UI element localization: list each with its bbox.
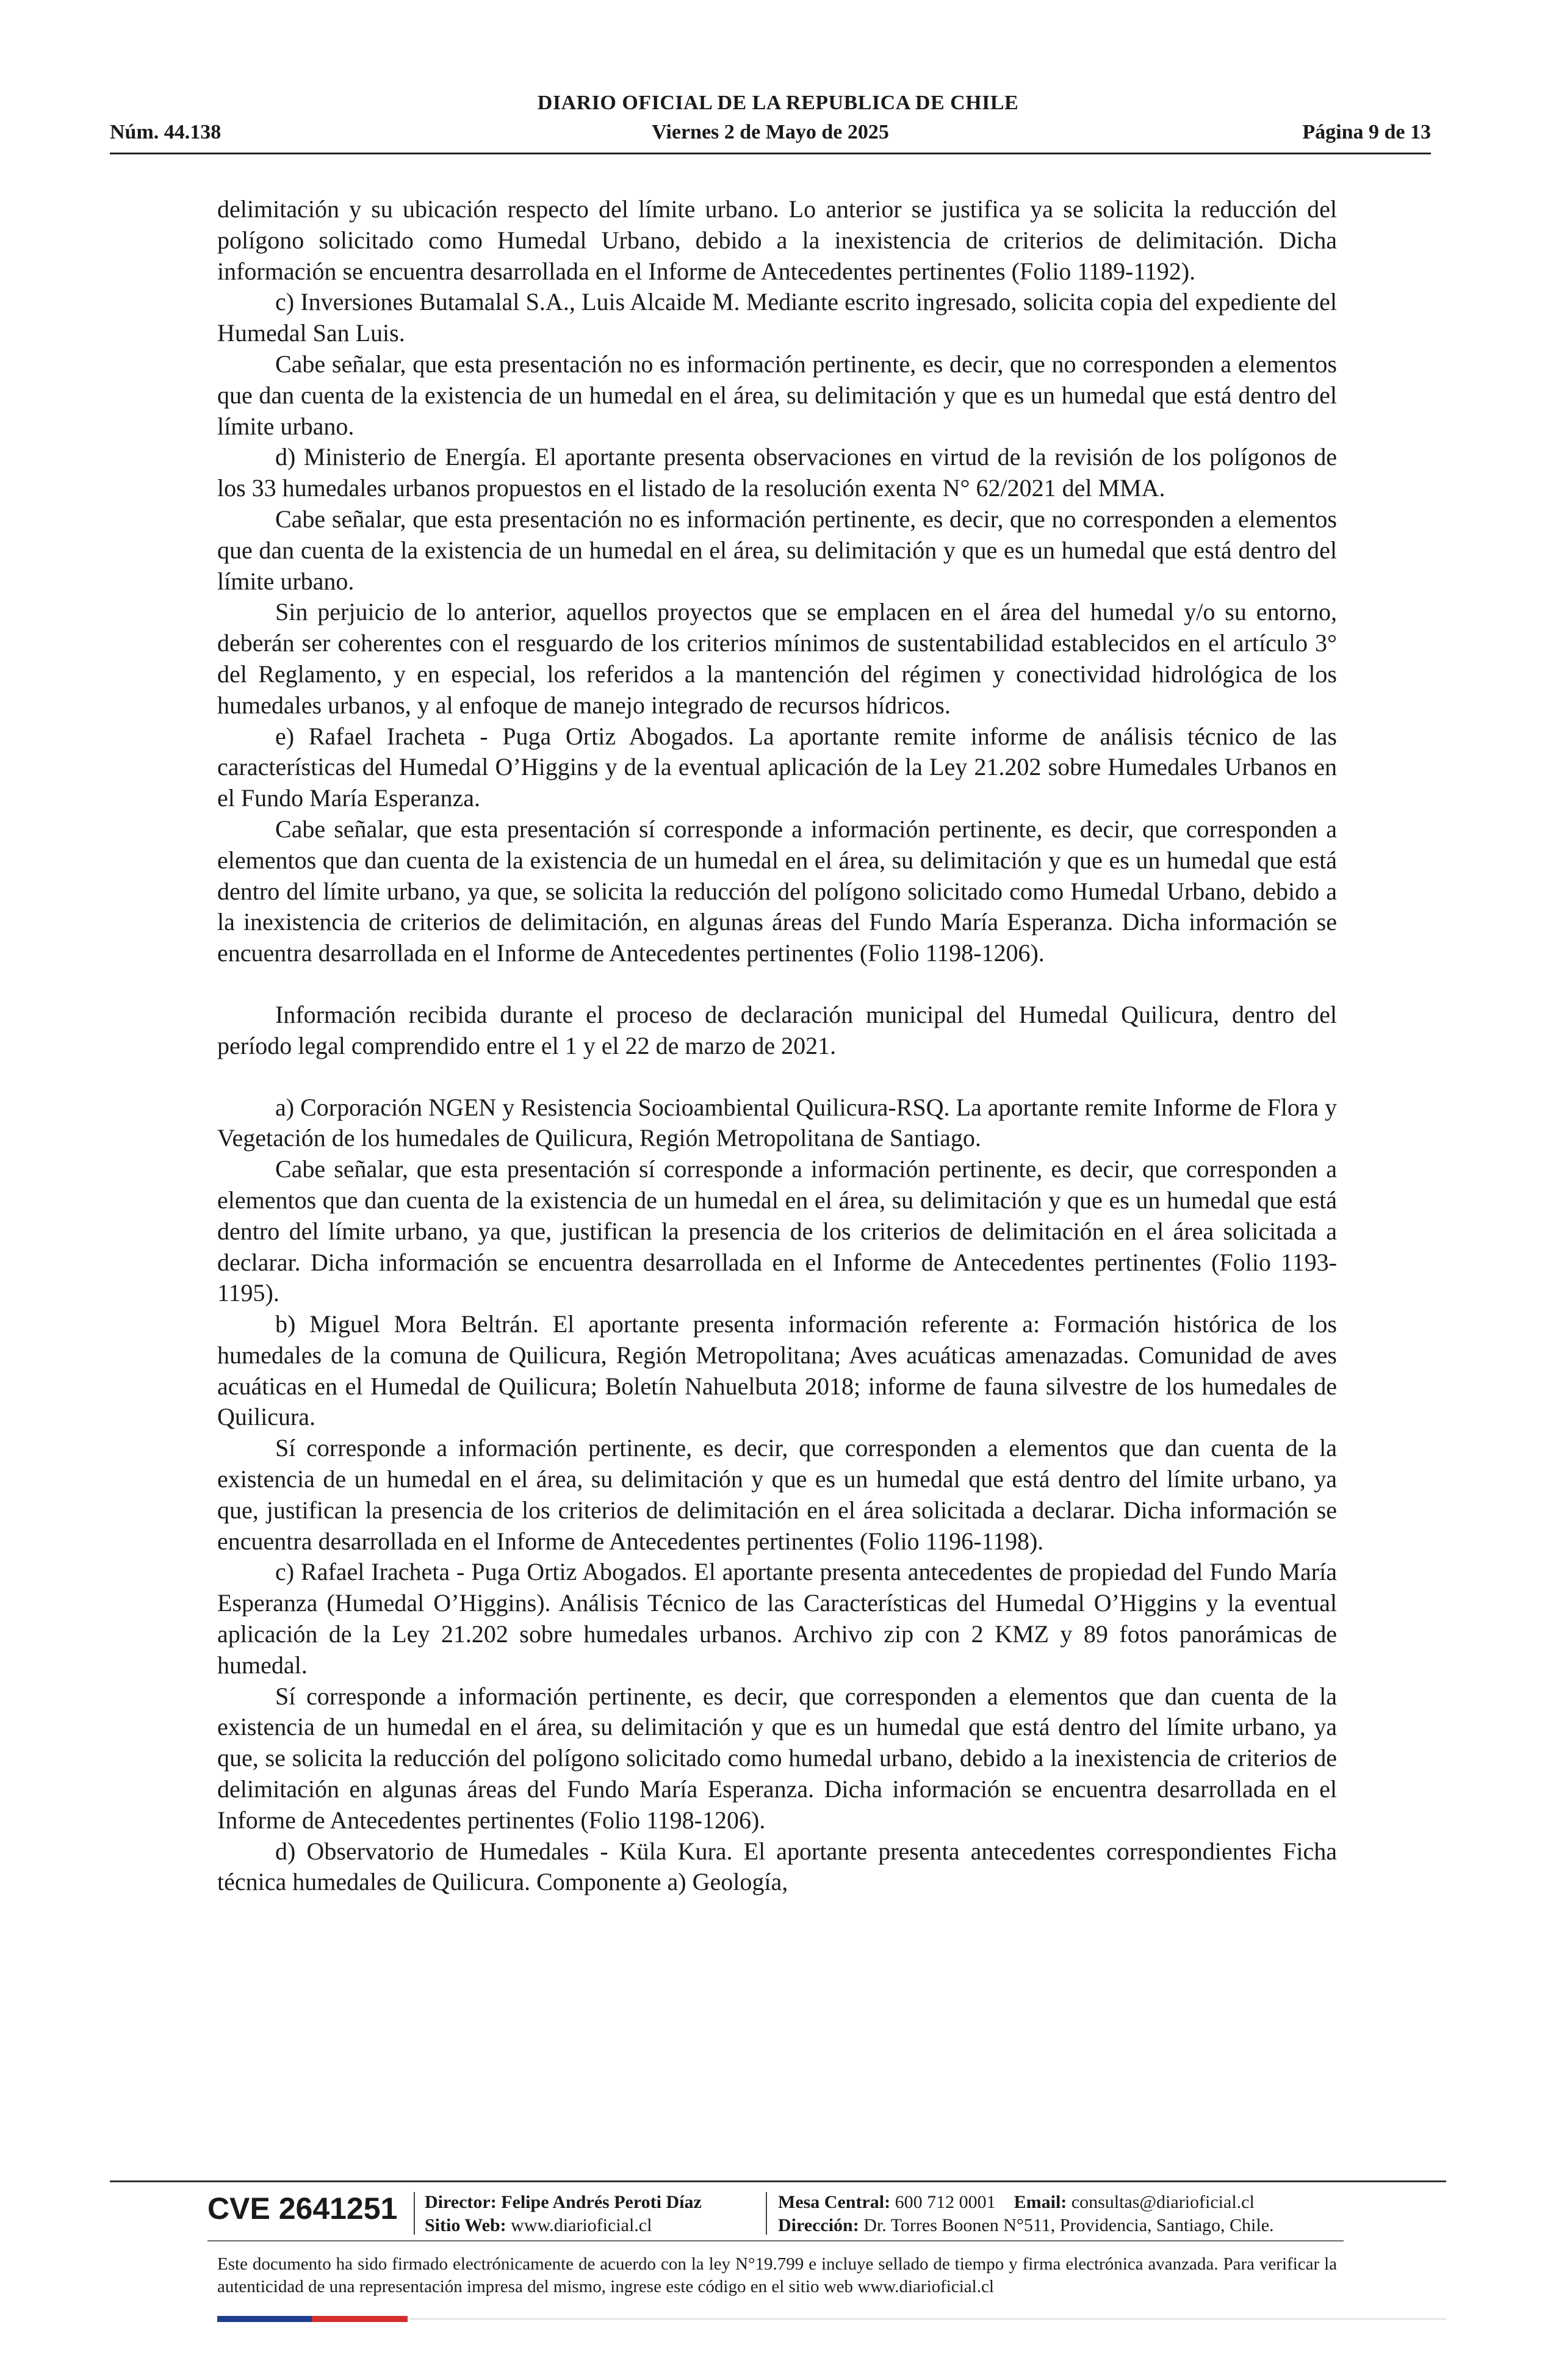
- paragraph: Sí corresponde a información pertinente, es decir, que corresponden a elementos que dan cuenta de la existencia de un humedal en el área, su delimitación y que es un humedal que está dentro del límite urbano, ya que, se solicita la reducción del polígono solicitado como humedal urbano, debido a la inexistencia de criterios de delimitación en algunas áreas del Fundo María Esperanza. Dicha información se encuentra desarrollada en el Informe de Antecedentes pertinentes (Folio 1198-1206).: [217, 1682, 1337, 1834]
- cve-code: CVE 2641251: [207, 2191, 398, 2226]
- section-intro: Información recibida durante el proceso de declaración municipal del Humedal Quilicura, dentro del período legal comprendido entre el 1 y el 22 de marzo de 2021.: [217, 1000, 1337, 1059]
- issue-number: Núm. 44.138: [110, 121, 222, 143]
- paragraph: d) Ministerio de Energía. El aportante presenta observaciones en virtud de la revisión de los polígonos de los 33 humedales urbanos propuestos en el listado de la resolución exenta N° 62/2021 del MMA.: [217, 443, 1337, 502]
- footer-separator: [766, 2192, 767, 2235]
- footer-divider: [110, 2180, 1446, 2182]
- paragraph: Sin perjuicio de lo anterior, aquellos proyectos que se emplacen en el área del humedal y/o su entorno, deberán ser coherentes con el resguardo de los criterios mínimos de sustentabilidad establecidos en el artículo 3° del Reglamento, y en especial, los referidos a la mantención del régimen y conectividad hidrológica de los humedales urbanos, y al enfoque de manejo integrado de recursos hídricos.: [217, 598, 1337, 719]
- footer-contact-block: [778, 2191, 1274, 2237]
- address-label: Dirección:: [778, 2215, 859, 2235]
- paragraph: a) Corporación NGEN y Resistencia Socioambiental Quilicura-RSQ. La aportante remite Informe de Flora y Vegetación de los humedales de Quilicura, Región Metropolitana de Santiago.: [217, 1093, 1337, 1152]
- phone-number: 600 712 0001: [895, 2192, 996, 2212]
- email-link[interactable]: consultas@diarioficial.cl: [1071, 2192, 1255, 2212]
- paragraph: d) Observatorio de Humedales - Küla Kura. El aportante presenta antecedentes correspondientes Ficha técnica humedales de Quilicura. Componente a) Geología,: [217, 1837, 1337, 1896]
- header-row: [110, 121, 1431, 149]
- footer-director-block: [425, 2191, 702, 2237]
- paragraph: b) Miguel Mora Beltrán. El aportante presenta información referente a: Formación histórica de los humedales de la comuna de Quilicura, Región Metropolitana; Aves acuáticas amenazadas. Comunidad de aves acuáticas en el Humedal de Quilicura; Boletín Nahuelbuta 2018; informe de fauna silvestre de los humedales de Quilicura.: [217, 1310, 1337, 1431]
- email-label: Email:: [1014, 2192, 1067, 2212]
- paragraph: delimitación y su ubicación respecto del límite urbano. Lo anterior se justifica ya se solicita la reducción del polígono solicitado como Humedal Urbano, debido a la inexistencia de criterios de delimitación. Dicha información se encuentra desarrollada en el Informe de Antecedentes pertinentes (Folio 1189-1192).: [217, 195, 1337, 285]
- flag-stripe-blue: [217, 2316, 312, 2322]
- newspaper-title: DIARIO OFICIAL DE LA REPUBLICA DE CHILE: [537, 92, 1019, 114]
- footer-bottom-line: [409, 2318, 1446, 2320]
- page-number: Página 9 de 13: [1302, 121, 1431, 143]
- paragraph: e) Rafael Iracheta - Puga Ortiz Abogados. La aportante remite informe de análisis técnico de las características del Humedal O’Higgins y de la eventual aplicación de la Ley 21.202 sobre Humedales Urbanos en el Fundo María Esperanza.: [217, 722, 1337, 812]
- paragraph-gap: [217, 1062, 1337, 1092]
- flag-stripe-red: [312, 2316, 408, 2322]
- footer-separator: [414, 2192, 415, 2235]
- issue-date: Viernes 2 de Mayo de 2025: [652, 121, 889, 143]
- paragraph: Cabe señalar, que esta presentación no es información pertinente, es decir, que no corresponden a elementos que dan cuenta de la existencia de un humedal en el área, su delimitación y que es un humedal que está dentro del límite urbano.: [217, 350, 1337, 440]
- mesa-label: Mesa Central:: [778, 2192, 891, 2212]
- paragraph: c) Inversiones Butamalal S.A., Luis Alcaide M. Mediante escrito ingresado, solicita copia del expediente del Humedal San Luis.: [217, 288, 1337, 347]
- director-label: Director:: [425, 2192, 497, 2212]
- address-value: Dr. Torres Boonen N°511, Providencia, Santiago, Chile.: [863, 2215, 1274, 2235]
- director-name: Felipe Andrés Peroti Díaz: [501, 2192, 702, 2212]
- document-body: [217, 194, 1337, 1898]
- paragraph: c) Rafael Iracheta - Puga Ortiz Abogados. El aportante presenta antecedentes de propiedad del Fundo María Esperanza (Humedal O’Higgins). Análisis Técnico de las Características del Humedal O’Higgins y la eventual aplicación de la Ley 21.202 sobre humedales urbanos. Archivo zip con 2 KMZ y 89 fotos panorámicas de humedal.: [217, 1558, 1337, 1679]
- paragraph: Cabe señalar, que esta presentación sí corresponde a información pertinente, es decir, que corresponden a elementos que dan cuenta de la existencia de un humedal en el área, su delimitación y que es un humedal que está dentro del límite urbano, ya que, se solicita la reducción del polígono solicitado como Humedal Urbano, debido a la inexistencia de criterios de delimitación, en algunas áreas del Fundo María Esperanza. Dicha información se encuentra desarrollada en el Informe de Antecedentes pertinentes (Folio 1198-1206).: [217, 815, 1337, 967]
- website-link[interactable]: www.diarioficial.cl: [511, 2215, 652, 2235]
- paragraph-gap: [217, 969, 1337, 1000]
- paragraph: Cabe señalar, que esta presentación no es información pertinente, es decir, que no corresponden a elementos que dan cuenta de la existencia de un humedal en el área, su delimitación y que es un humedal que está dentro del límite urbano.: [217, 505, 1337, 595]
- header-divider: [110, 153, 1431, 154]
- paragraph: Cabe señalar, que esta presentación sí corresponde a información pertinente, es decir, que corresponden a elementos que dan cuenta de la existencia de un humedal en el área, su delimitación y que es un humedal que está dentro del límite urbano, ya que, justifican la presencia de los criterios de delimitación en el área solicitada a declarar. Dicha información se encuentra desarrollada en el Informe de Antecedentes pertinentes (Folio 1193-1195).: [217, 1155, 1337, 1307]
- web-label: Sitio Web:: [425, 2215, 506, 2235]
- footer-divider-secondary: [207, 2240, 1344, 2241]
- paragraph: Sí corresponde a información pertinente, es decir, que corresponden a elementos que dan cuenta de la existencia de un humedal en el área, su delimitación y que es un humedal que está dentro del límite urbano, ya que, justifican la presencia de los criterios de delimitación en el área solicitada a declarar. Dicha información se encuentra desarrollada en el Informe de Antecedentes pertinentes (Folio 1196-1198).: [217, 1434, 1337, 1555]
- legal-notice: Este documento ha sido firmado electrónicamente de acuerdo con la ley N°19.799 e incluye sellado de tiempo y firma electrónica avanzada. Para verificar la autenticidad de una representación impresa del mismo, ingrese este código en el sitio web www.diarioficial.cl: [217, 2254, 1337, 2296]
